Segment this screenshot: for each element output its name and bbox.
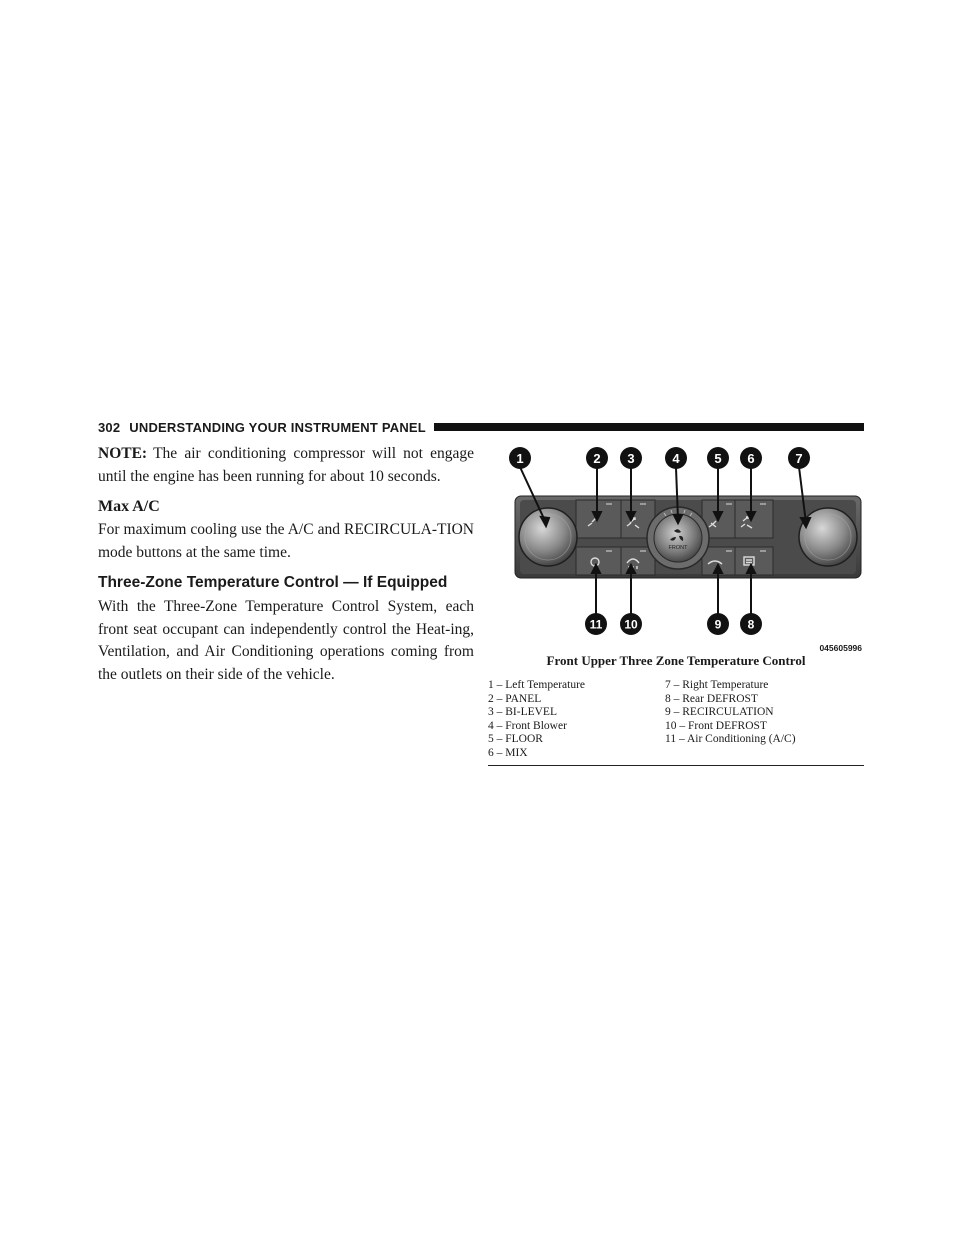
legend-item: 10 – Front DEFROST bbox=[665, 719, 767, 732]
legend-item: 5 – FLOOR bbox=[488, 733, 543, 745]
callout-label: 7 bbox=[795, 451, 803, 466]
callout-label: 2 bbox=[593, 451, 601, 466]
body-column bbox=[98, 443, 474, 686]
max-ac-heading: Max A/C bbox=[98, 498, 160, 515]
header-rule bbox=[434, 423, 864, 431]
callout-group-bottom bbox=[585, 613, 762, 635]
callout-label: 1 bbox=[516, 451, 524, 466]
three-zone-heading: Three-Zone Temperature Control — If Equipped bbox=[98, 574, 448, 591]
callout-label: 5 bbox=[714, 451, 722, 466]
figure-legend bbox=[488, 679, 864, 766]
legend-item: 8 – Rear DEFROST bbox=[665, 692, 758, 705]
legend-item: 1 – Left Temperature bbox=[488, 679, 586, 691]
legend-item: 9 – RECIRCULATION bbox=[665, 706, 774, 718]
note-text: The air conditioning compressor will not engage until the engine has been running for about 10 seconds. bbox=[98, 445, 474, 485]
callout-label: 8 bbox=[747, 617, 755, 632]
section-title: UNDERSTANDING YOUR INSTRUMENT PANEL bbox=[129, 419, 426, 435]
legend-item: 2 – PANEL bbox=[488, 692, 542, 705]
callout-label: 6 bbox=[747, 451, 755, 466]
three-zone-text: With the Three-Zone Temperature Control System, each front seat occupant can independently control the Heat-ing, Ventilation, and Air Conditioning operations coming from the outlets on their side of the vehicle. bbox=[98, 598, 474, 683]
max-ac-text: For maximum cooling use the A/C and RECIRCULA-TION mode buttons at the same time. bbox=[98, 521, 474, 561]
legend-column-right bbox=[665, 679, 865, 760]
note-paragraph bbox=[98, 443, 474, 488]
mix-button bbox=[735, 500, 773, 538]
figure-id: 045605996 bbox=[819, 643, 862, 653]
legend-item: 6 – MIX bbox=[488, 746, 528, 759]
legend-item: 7 – Right Temperature bbox=[665, 679, 769, 691]
legend-item: 3 – BI-LEVEL bbox=[488, 706, 557, 718]
knob-label: FRONT bbox=[668, 545, 688, 551]
callout-label: 10 bbox=[624, 617, 638, 632]
note-label: NOTE: bbox=[98, 445, 148, 462]
callout-label: 11 bbox=[589, 617, 603, 632]
callout-label: 4 bbox=[672, 451, 680, 466]
page-header bbox=[98, 417, 864, 437]
legend-column-left bbox=[488, 679, 665, 760]
callout-label: 9 bbox=[714, 617, 722, 632]
climate-panel-illustration bbox=[488, 443, 864, 643]
callout-group-top bbox=[509, 447, 810, 469]
climate-control-figure bbox=[488, 443, 864, 766]
legend-item: 4 – Front Blower bbox=[488, 719, 567, 732]
figure-caption: Front Upper Three Zone Temperature Control bbox=[546, 653, 806, 668]
left-temperature-knob bbox=[519, 508, 577, 566]
callout-label: 3 bbox=[627, 451, 635, 466]
legend-item: 11 – Air Conditioning (A/C) bbox=[665, 733, 796, 745]
page-number: 302 bbox=[98, 419, 121, 435]
right-temperature-knob bbox=[799, 508, 857, 566]
